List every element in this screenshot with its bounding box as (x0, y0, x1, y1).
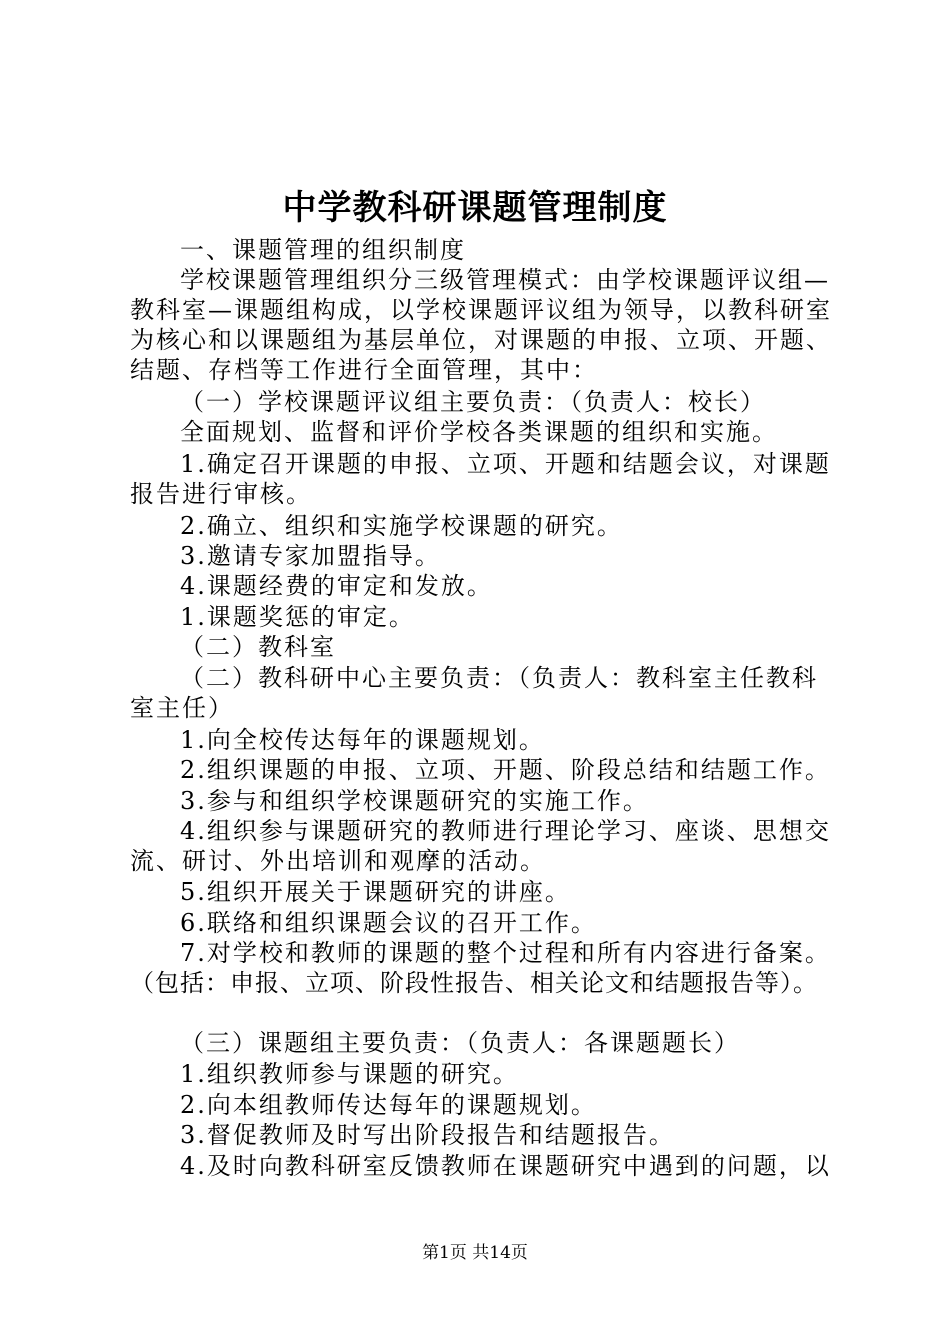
list-item-continuation: （包括：申报、立项、阶段性报告、相关论文和结题报告等）。 (130, 969, 818, 997)
paragraph-line: 结题、存档等工作进行全面管理，其中： (130, 356, 598, 384)
list-item: 6.联络和组织课题会议的召开工作。 (180, 909, 597, 937)
subsection-heading-continuation: 室主任） (130, 694, 234, 722)
list-item: 7.对学校和教师的课题的整个过程和所有内容进行备案。 (180, 939, 831, 967)
list-item: 5.组织开展关于课题研究的讲座。 (180, 878, 571, 906)
page-number: 第1页 共14页 (422, 1243, 528, 1263)
paragraph-line: 学校课题管理组织分三级管理模式：由学校课题评议组— (180, 266, 830, 294)
paragraph-line: 教科室—课题组构成，以学校课题评议组为领导，以教科研室 (130, 296, 832, 324)
document-title: 中学教科研课题管理制度 (282, 188, 668, 228)
list-item: 1.向全校传达每年的课题规划。 (180, 726, 545, 754)
list-item: 4.组织参与课题研究的教师进行理论学习、座谈、思想交 (180, 817, 831, 845)
list-item: 1.课题奖惩的审定。 (180, 603, 415, 631)
list-item: 2.组织课题的申报、立项、开题、阶段总结和结题工作。 (180, 756, 831, 784)
subsection-heading: （三）课题组主要负责：（负责人：各课题题长） (180, 1029, 740, 1057)
paragraph-line: 为核心和以课题组为基层单位，对课题的申报、立项、开题、 (130, 326, 832, 354)
list-item: 1.组织教师参与课题的研究。 (180, 1060, 519, 1088)
list-item: 3.邀请专家加盟指导。 (180, 542, 441, 570)
list-item: 1.确定召开课题的申报、立项、开题和结题会议，对课题 (180, 450, 831, 478)
section-heading: 一、课题管理的组织制度 (180, 236, 466, 264)
list-item: 2.确立、组织和实施学校课题的研究。 (180, 512, 623, 540)
subsection-heading: （二）教科研中心主要负责：（负责人：教科室主任教科 (180, 664, 818, 692)
subsection-heading: （一）学校课题评议组主要负责：（负责人：校长） (180, 388, 766, 416)
list-item: 3.督促教师及时写出阶段报告和结题报告。 (180, 1121, 675, 1149)
paragraph-line: 全面规划、监督和评价学校各类课题的组织和实施。 (180, 418, 778, 446)
list-item: 4.及时向教科研室反馈教师在课题研究中遇到的问题，以 (180, 1152, 831, 1180)
list-item-continuation: 报告进行审核。 (130, 480, 312, 508)
list-item: 3.参与和组织学校课题研究的实施工作。 (180, 787, 649, 815)
list-item: 2.向本组教师传达每年的课题规划。 (180, 1091, 597, 1119)
list-item-continuation: 流、研讨、外出培训和观摩的活动。 (130, 847, 546, 875)
list-item: 4.课题经费的审定和发放。 (180, 572, 493, 600)
subsection-heading: （二）教科室 (180, 633, 336, 661)
